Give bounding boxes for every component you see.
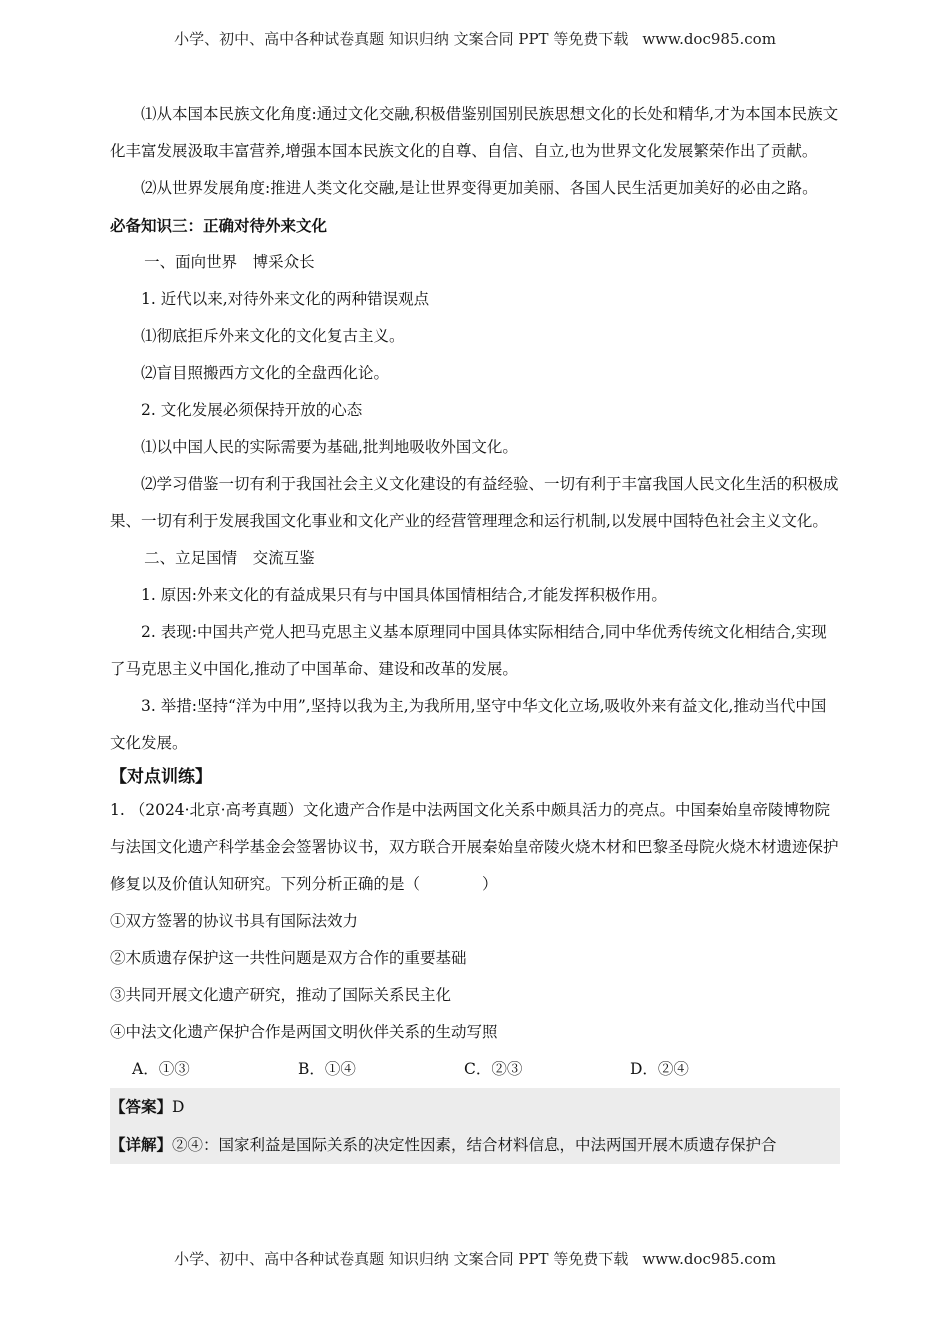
list-item: 2. 文化发展必须保持开放的心态 <box>141 401 363 419</box>
list-item: ⑴以中国人民的实际需要为基础,批判地吸收外国文化。 <box>141 438 518 456</box>
option-d: D．②④ <box>630 1060 689 1078</box>
statement-2: ②木质遗存保护这一共性问题是双方合作的重要基础 <box>110 949 467 967</box>
answer-row <box>110 1088 840 1126</box>
paragraph-world-angle: ⑵从世界发展角度:推进人类文化交融,是让世界变得更加美丽、各国人民生活更加美好的必由之路。 <box>141 179 818 197</box>
detail-text: ②④：国家利益是国际关系的决定性因素，结合材料信息，中法两国开展木质遗存保护合 <box>172 1136 777 1154</box>
subheading-one: 一、面向世界 博采众长 <box>144 253 315 271</box>
footer-text: 小学、初中、高中各种试卷真题 知识归纳 文案合同 PPT 等免费下载 <box>174 1250 629 1268</box>
option-b: B．①④ <box>298 1060 356 1078</box>
question-stem: 1. （2024·北京·高考真题）文化遗产合作是中法两国文化关系中颇具活力的亮点。中国秦始皇帝陵博物院与法国文化遗产科学基金会签署协议书，双方联合开展秦始皇帝陵火烧木材和巴黎圣母院火烧木材遗迹保护修复以及价值认知研究。下列分析正确的是（ ） <box>110 801 839 893</box>
option-a: A．①③ <box>132 1060 190 1078</box>
page-header <box>0 28 950 49</box>
list-item: 1. 原因:外来文化的有益成果只有与中国具体国情相结合,才能发挥积极作用。 <box>141 586 667 604</box>
list-item: ⑵学习借鉴一切有利于我国社会主义文化建设的有益经验、一切有利于丰富我国人民文化生活的积极成果、一切有利于发展我国文化事业和文化产业的经营管理理念和运行机制,以发展中国特色社会主义文化。 <box>110 475 839 530</box>
option-c: C．②③ <box>464 1060 523 1078</box>
answer-value: D <box>172 1098 185 1116</box>
subheading-two: 二、立足国情 交流互鉴 <box>144 549 315 567</box>
practice-title: 【对点训练】 <box>110 767 212 787</box>
page-content <box>110 96 840 1164</box>
statement-1: ①双方签署的协议书具有国际法效力 <box>110 912 359 930</box>
list-item: 2. 表现:中国共产党人把马克思主义基本原理同中国具体实际相结合,同中华优秀传统文化相结合,实现了马克思主义中国化,推动了中国革命、建设和改革的发展。 <box>110 623 827 678</box>
paragraph-national-angle: ⑴从本国本民族文化角度:通过文化交融,积极借鉴别国别民族思想文化的长处和精华,才为本国本民族文化丰富发展汲取丰富营养,增强本国本民族文化的自尊、自信、自立,也为世界文化发展繁荣作出了贡献。 <box>110 105 839 160</box>
list-item: ⑵盲目照搬西方文化的全盘西化论。 <box>141 364 390 382</box>
list-item: 3. 举措:坚持“洋为中用”,坚持以我为主,为我所用,坚守中华文化立场,吸收外来有益文化,推动当代中国文化发展。 <box>110 697 827 752</box>
header-text: 小学、初中、高中各种试卷真题 知识归纳 文案合同 PPT 等免费下载 <box>174 30 629 48</box>
statement-3: ③共同开展文化遗产研究，推动了国际关系民主化 <box>110 986 452 1004</box>
page-footer <box>0 1248 950 1269</box>
list-item: ⑴彻底拒斥外来文化的文化复古主义。 <box>141 327 405 345</box>
header-site: www.doc985.com <box>642 30 776 48</box>
footer-site: www.doc985.com <box>642 1250 776 1268</box>
answer-options <box>110 1051 840 1088</box>
detail-row <box>110 1126 840 1164</box>
list-item: 1. 近代以来,对待外来文化的两种错误观点 <box>141 290 430 308</box>
detail-tag: 【详解】 <box>110 1135 173 1154</box>
statement-4: ④中法文化遗产保护合作是两国文明伙伴关系的生动写照 <box>110 1023 498 1041</box>
section-heading: 必备知识三：正确对待外来文化 <box>110 216 328 235</box>
answer-tag: 【答案】 <box>110 1097 173 1116</box>
